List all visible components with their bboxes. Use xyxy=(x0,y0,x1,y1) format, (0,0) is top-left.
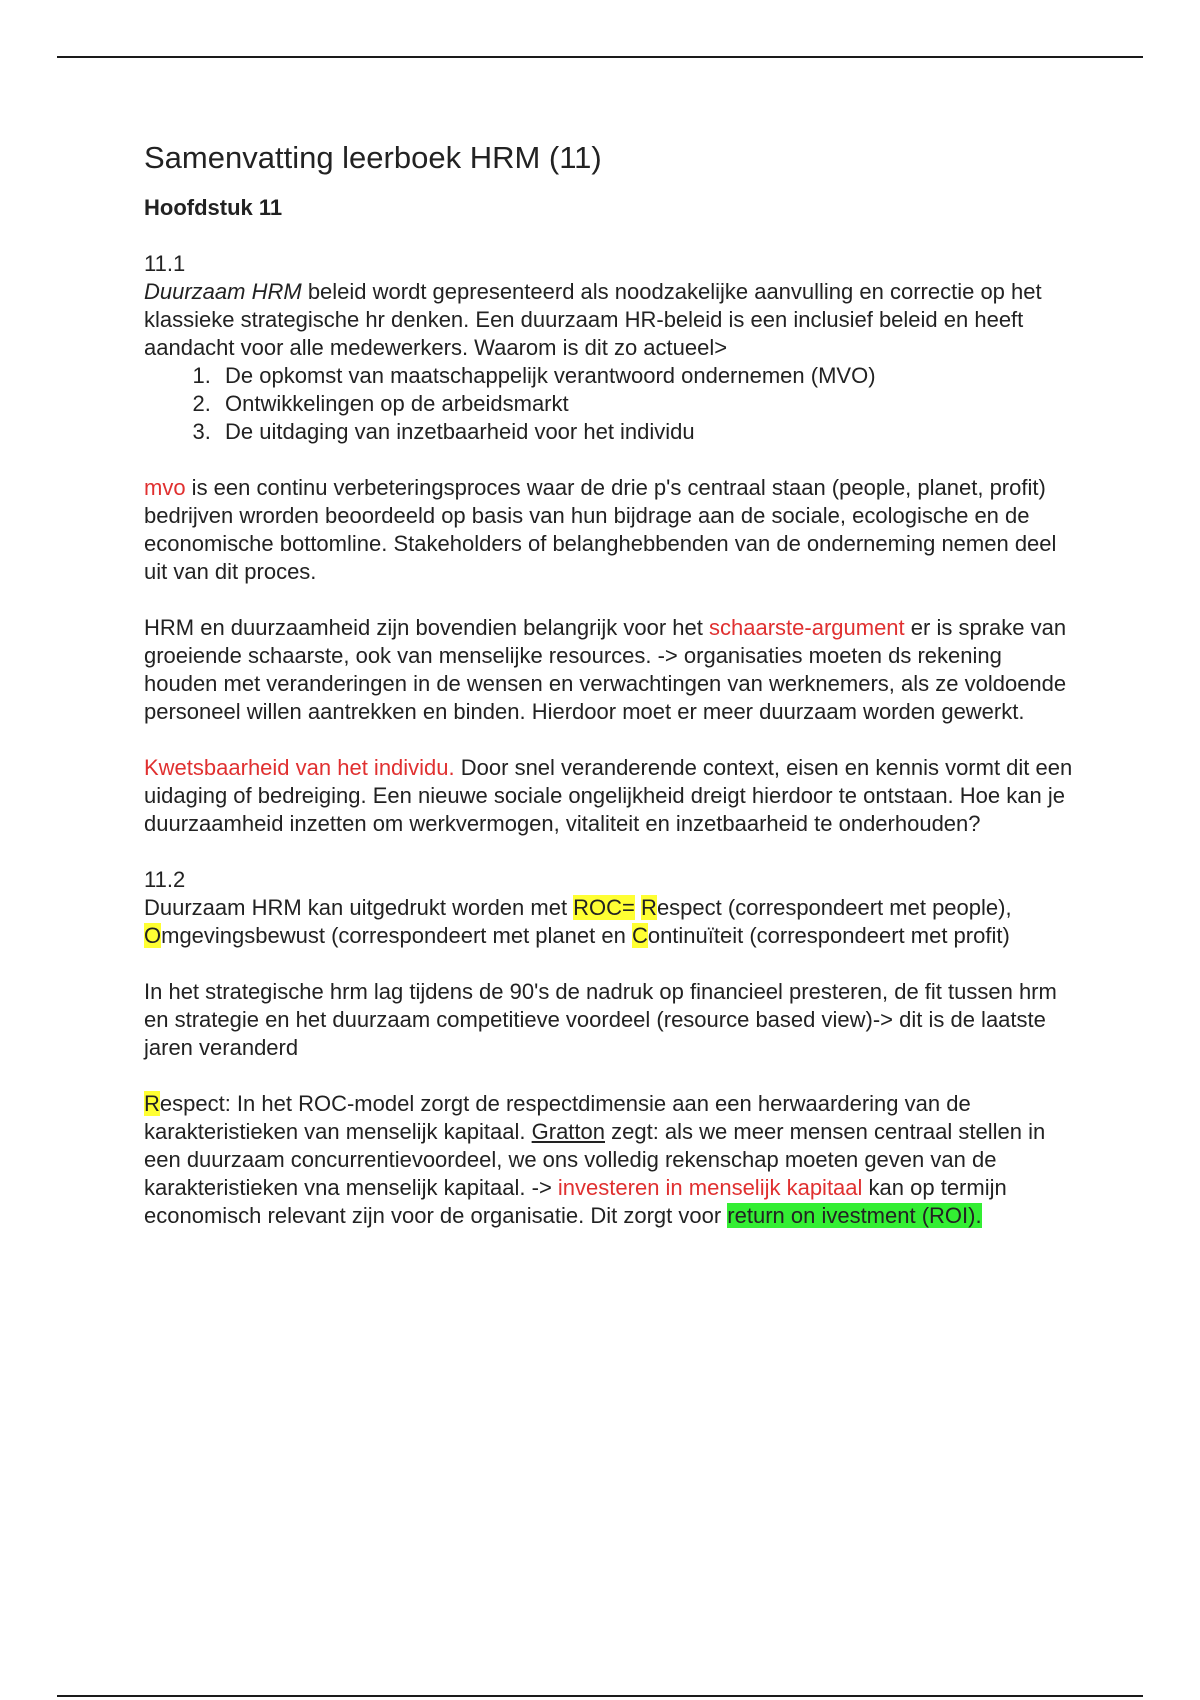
roc-text-e: ontinuïteit (correspondeert met profit) xyxy=(647,923,1010,948)
name-gratton: Gratton xyxy=(531,1119,605,1144)
mvo-text: is een continu verbeteringsproces waar de drie p's centraal staan (people, planet, profit) bedrijven wrorden beoordeeld op basis van hun bijdrage aan de sociale, ecologische en de economische bottomline. Stakeholders of belanghebbenden van de onderneming nemen deel uit van dit proces. xyxy=(144,475,1057,584)
kwetsbaarheid-paragraph xyxy=(144,754,1074,838)
respect-text-a: espect: In het ROC-model zorgt de respectdimensie aan een herwaardering van de karakteristieken van menselijk kapitaal. xyxy=(144,1091,971,1144)
highlight-o: O xyxy=(144,923,162,948)
highlight-roc: ROC= xyxy=(573,895,635,920)
schaarste-paragraph xyxy=(144,614,1074,726)
top-rule xyxy=(57,56,1143,58)
list-item: 1. De opkomst van maatschappelijk verantwoord ondernemen (MVO) xyxy=(217,362,1074,390)
strategic-hrm-paragraph: In het strategische hrm lag tijdens de 90's de nadruk op financieel presteren, de fit tussen hrm en strategie en het duurzaam competitieve voordeel (resource based view)-> dit is de laatste jaren veranderd xyxy=(144,979,1057,1060)
term-schaarste: schaarste-argument xyxy=(709,615,905,640)
term-investeren: investeren in menselijk kapitaal xyxy=(557,1175,863,1200)
term-mvo: mvo xyxy=(144,475,186,500)
list-item: 2. Ontwikkelingen op de arbeidsmarkt xyxy=(217,390,1074,418)
highlight-c: C xyxy=(631,923,648,948)
highlight-respect-r: R xyxy=(144,1091,160,1116)
section-number: 11.1 xyxy=(144,251,186,276)
highlight-roi: return on ivestment (ROI). xyxy=(727,1203,982,1228)
mvo-paragraph xyxy=(144,474,1074,586)
respect-paragraph xyxy=(144,1090,1074,1230)
schaarste-text-b: er is sprake van groeiende schaarste, ook van menselijke resources. -> organisaties moeten ds rekening houden met veranderingen in de wensen en verwachtingen van werknemers, als ze voldoende personeel willen aantrekken en binden. Hierdoor moet er meer duurzaam worden gewerkt. xyxy=(144,615,1067,724)
term-duurzaam-hrm: Duurzaam HRM xyxy=(144,279,302,304)
bottom-rule xyxy=(57,1695,1143,1697)
highlight-r: R xyxy=(641,895,657,920)
intro-text: beleid wordt gepresenteerd als noodzakelijke aanvulling en correctie op het klassieke strategische hr denken. Een duurzaam HR-beleid is een inclusief beleid en heeft aandacht voor alle medewerkers. Waarom is dit zo actueel> xyxy=(144,279,1042,360)
document-title: Samenvatting leerboek HRM (11) xyxy=(144,140,602,175)
term-kwetsbaarheid: Kwetsbaarheid van het individu. xyxy=(144,755,455,780)
roc-text-d: mgevingsbewust (correspondeert met planet en xyxy=(161,923,632,948)
schaarste-text-a: HRM en duurzaamheid zijn bovendien belangrijk voor het xyxy=(144,615,709,640)
section-11-1-intro xyxy=(144,250,1074,362)
roc-text-c: espect (correspondeert met people), xyxy=(656,895,1012,920)
section-11-2-roc xyxy=(144,866,1074,950)
chapter-heading: Hoofdstuk 11 xyxy=(144,195,283,220)
kwetsbaarheid-text: Door snel veranderende context, eisen en kennis vormt dit een uidaging of bedreiging. Een nieuwe sociale ongelijkheid dreigt hierdoor te ontstaan. Hoe kan je duurzaamheid inzetten om werkvermogen, vitaliteit en inzetbaarheid te onderhouden? xyxy=(144,755,1073,836)
respect-text-b: zegt: als we meer mensen centraal stellen in een duurzaam concurrentievoordeel, we ons volledig rekenschap moeten geven van de karakteristieken vna menselijk kapitaal. -> xyxy=(144,1119,1046,1200)
respect-text-c: kan op termijn economisch relevant zijn voor de organisatie. Dit zorgt voor xyxy=(144,1175,1007,1228)
document-body xyxy=(144,138,1074,1258)
roc-text-a: Duurzaam HRM kan uitgedrukt worden met xyxy=(144,895,574,920)
list-item: 3. De uitdaging van inzetbaarheid voor het individu xyxy=(217,418,1074,446)
section-number: 11.2 xyxy=(144,867,186,892)
numbered-list xyxy=(144,362,1074,446)
